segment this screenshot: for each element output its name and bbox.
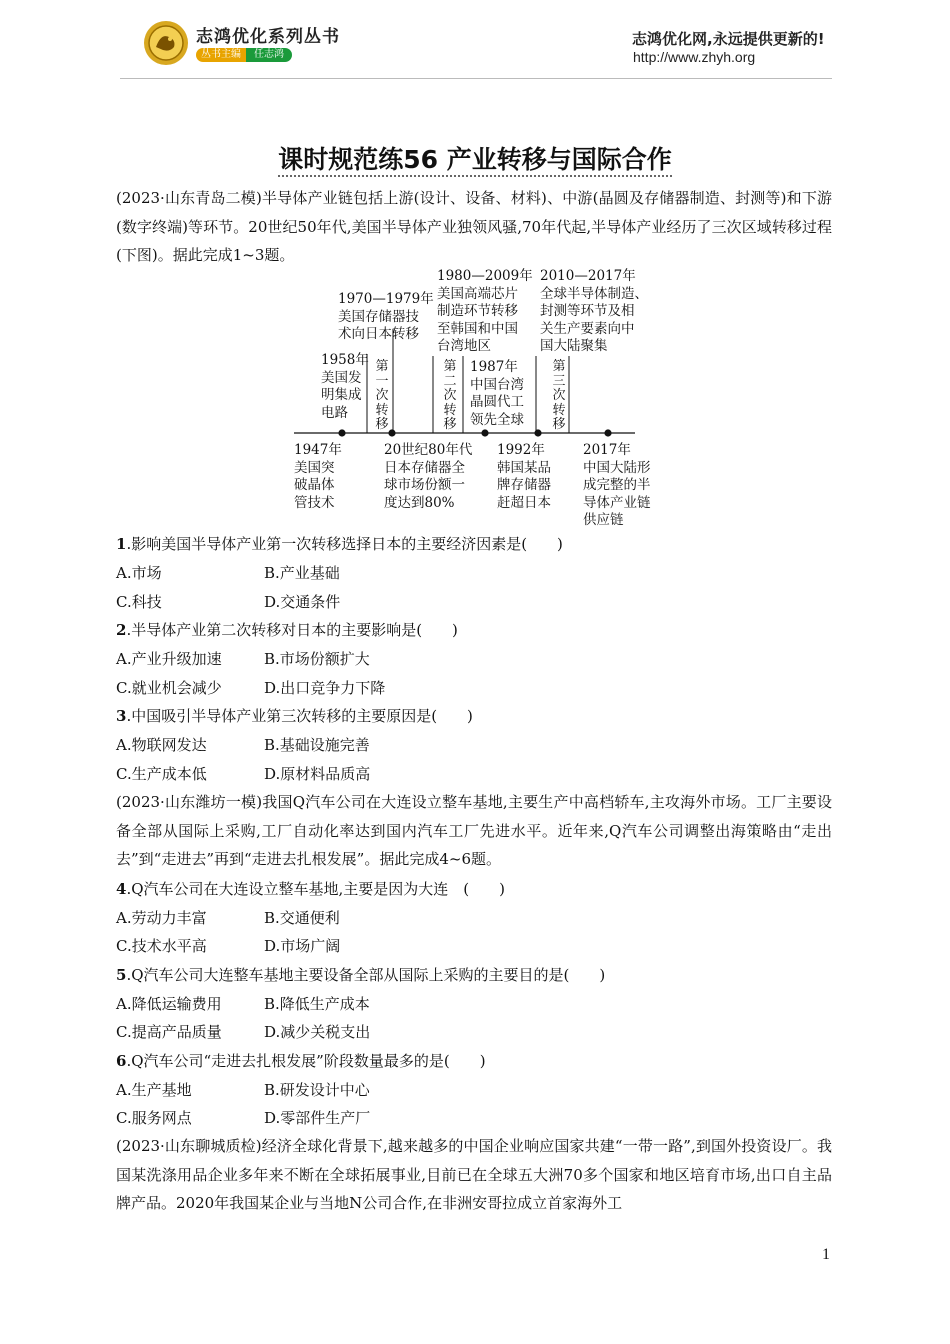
- option-2b[interactable]: B.市场份额扩大: [264, 650, 370, 668]
- question-4: 4.Q汽车公司在大连设立整车基地,主要是因为大连 ( ): [116, 880, 505, 898]
- series-logo-icon: [143, 20, 189, 66]
- passage-intro-2: (2023·山东潍坊一模)我国Q汽车公司在大连设立整车基地,主要生产中高档轿车,主攻海外市场。工厂主要设备全部从国际上采购,工厂自动化率达到国内汽车工厂先进水平。近年来,Q汽车公司调整出海策略由“走出去”到“走进去”再到“走进去扎根发展”。据此完成4~6题。: [116, 793, 832, 868]
- option-6a[interactable]: A.生产基地: [116, 1081, 192, 1099]
- option-5d[interactable]: D.减少关税支出: [264, 1023, 371, 1041]
- header-divider: [120, 78, 832, 79]
- event-1992: 1992年 韩国某品 牌存储器 赶超日本: [497, 442, 551, 511]
- option-4d[interactable]: D.市场广阔: [264, 937, 341, 955]
- semiconductor-transfer-diagram: [290, 266, 670, 532]
- site-url[interactable]: http://www.zhyh.org: [633, 49, 756, 65]
- option-5a[interactable]: A.降低运输费用: [116, 995, 222, 1013]
- option-4c[interactable]: C.技术水平高: [116, 937, 207, 955]
- question-1: 1.影响美国半导体产业第一次转移选择日本的主要经济因素是( ): [116, 535, 563, 553]
- timeline-node: [534, 429, 541, 436]
- series-title: 志鸿优化系列丛书: [196, 27, 340, 47]
- option-3c[interactable]: C.生产成本低: [116, 765, 207, 783]
- question-5: 5.Q汽车公司大连整车基地主要设备全部从国际上采购的主要目的是( ): [116, 966, 606, 984]
- page-header: [0, 0, 950, 80]
- site-slogan: 志鸿优化网,永远提供更新的!: [632, 30, 825, 48]
- editor-name: 任志鸿: [246, 48, 292, 62]
- option-4b[interactable]: B.交通便利: [264, 909, 340, 927]
- question-3: 3.中国吸引半导体产业第三次转移的主要原因是( ): [116, 707, 473, 725]
- page-title: 课时规范练56 产业转移与国际合作: [0, 140, 950, 176]
- editor-label: 丛书主编: [196, 48, 246, 62]
- transfer-label-first: 第一次转移: [375, 359, 389, 432]
- option-3d[interactable]: D.原材料品质高: [264, 765, 371, 783]
- event-1947: 1947年 美国突 破晶体 管技术: [294, 442, 342, 511]
- option-3b[interactable]: B.基础设施完善: [264, 736, 370, 754]
- timeline-node: [481, 429, 488, 436]
- option-2c[interactable]: C.就业机会减少: [116, 679, 222, 697]
- event-1958: 1958年 美国发 明集成 电路: [321, 352, 369, 421]
- option-6c[interactable]: C.服务网点: [116, 1109, 192, 1127]
- option-6b[interactable]: B.研发设计中心: [264, 1081, 370, 1099]
- question-2: 2.半导体产业第二次转移对日本的主要影响是( ): [116, 621, 458, 639]
- option-2d[interactable]: D.出口竞争力下降: [264, 679, 386, 697]
- series-editor-badge: [196, 47, 292, 63]
- transfer-label-second: 第二次转移: [443, 359, 457, 432]
- timeline-node: [388, 429, 395, 436]
- passage-intro-3: (2023·山东聊城质检)经济全球化背景下,越来越多的中国企业响应国家共建“一带一路”,到国外投资设厂。我国某洗涤用品企业多年来不断在全球拓展事业,目前已在全球五大洲70多个国家和地区培育市场,出口自主品牌产品。2020年我国某企业与当地N公司合作,在非洲安哥拉成立首家海外工: [116, 1137, 832, 1212]
- event-2010-2017: 2010—2017年 全球半导体制造、 封测等环节及相 关生产要素向中 国大陆聚集: [540, 268, 648, 354]
- option-1a[interactable]: A.市场: [116, 564, 162, 582]
- option-5b[interactable]: B.降低生产成本: [264, 995, 370, 1013]
- option-3a[interactable]: A.物联网发达: [116, 736, 207, 754]
- option-6d[interactable]: D.零部件生产厂: [264, 1109, 371, 1127]
- option-4a[interactable]: A.劳动力丰富: [116, 909, 207, 927]
- event-1987: 1987年 中国台湾 晶圆代工 领先全球: [470, 359, 524, 428]
- option-1b[interactable]: B.产业基础: [264, 564, 340, 582]
- event-1980s: 20世纪80年代 日本存储器全 球市场份额一 度达到80%: [384, 442, 473, 511]
- timeline-node: [604, 429, 611, 436]
- event-1980-2009: 1980—2009年 美国高端芯片 制造环节转移 至韩国和中国 台湾地区: [437, 268, 533, 354]
- event-1970-1979: 1970—1979年 美国存储器技 术向日本转移: [338, 291, 434, 342]
- question-6: 6.Q汽车公司“走进去扎根发展”阶段数量最多的是( ): [116, 1052, 486, 1070]
- page-number: 1: [822, 1246, 830, 1263]
- passage-intro-1: (2023·山东青岛二模)半导体产业链包括上游(设计、设备、材料)、中游(晶圆及存储器制造、封测等)和下游(数字终端)等环节。20世纪50年代,美国半导体产业独领风骚,70年代起,半导体产业经历了三次区域转移过程(下图)。据此完成1~3题。: [116, 189, 832, 264]
- option-1d[interactable]: D.交通条件: [264, 593, 341, 611]
- event-2017: 2017年 中国大陆形 成完整的半 导体产业链 供应链: [583, 442, 651, 528]
- option-1c[interactable]: C.科技: [116, 593, 162, 611]
- option-5c[interactable]: C.提高产品质量: [116, 1023, 222, 1041]
- transfer-label-third: 第三次转移: [552, 359, 566, 432]
- option-2a[interactable]: A.产业升级加速: [116, 650, 222, 668]
- timeline-node: [338, 429, 345, 436]
